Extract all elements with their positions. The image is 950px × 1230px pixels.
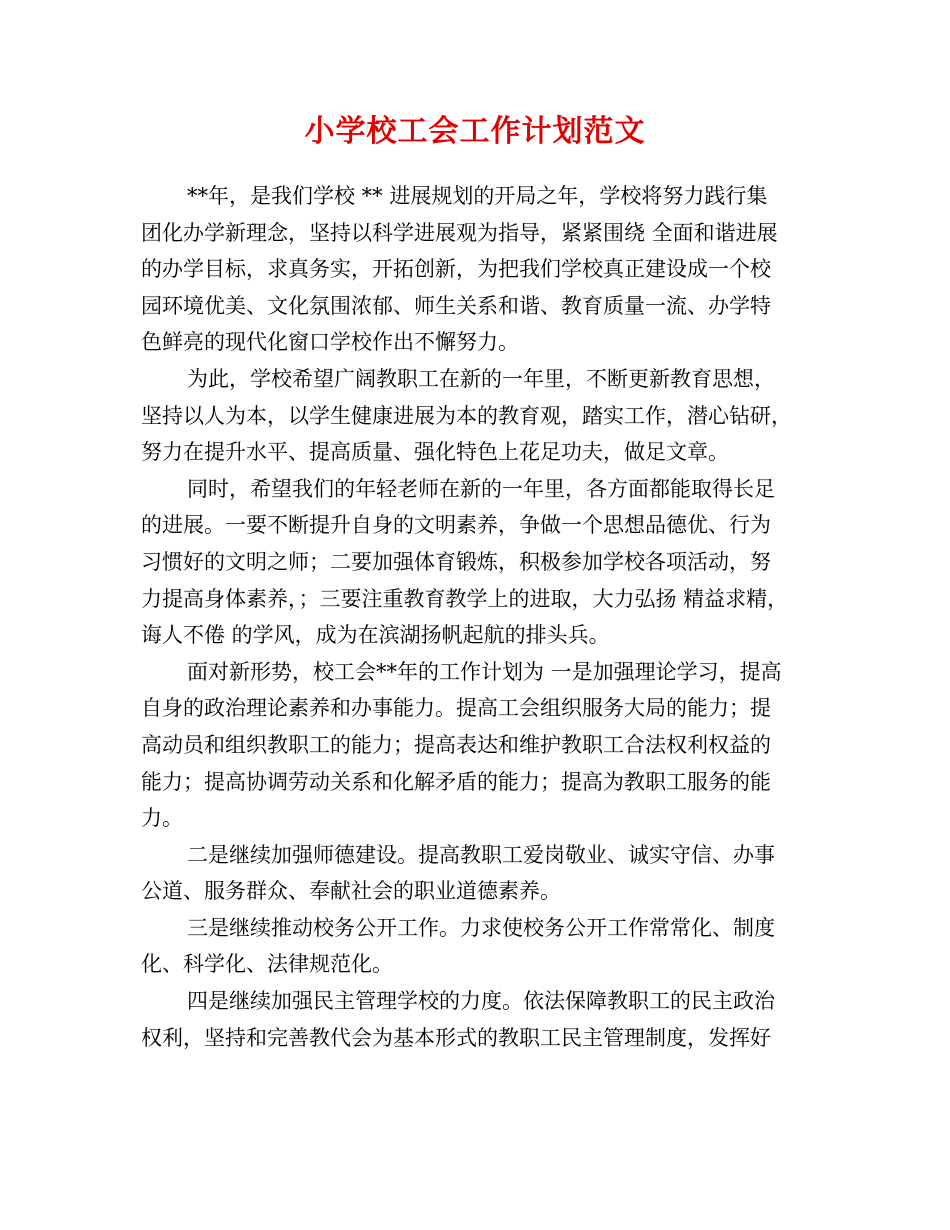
text-line: 二是继续加强师德建设。提高教职工爱岗敬业、诚实守信、办事 — [187, 842, 775, 867]
text-line: **年，是我们学校 ** 进展规划的开局之年，学校将努力践行集 — [187, 184, 768, 208]
text-line: 的办学目标，求真务实，开拓创新，为把我们学校真正建设成一个校 — [141, 257, 771, 282]
paragraph-6 — [141, 910, 811, 983]
text-line: 高动员和组织教职工的能力；提高表达和维护教职工合法权利权益的 — [141, 732, 771, 757]
paragraph-5 — [141, 837, 811, 910]
paragraph-2 — [141, 361, 811, 471]
text-line: 权利，坚持和完善教代会为基本形式的教职工民主管理制度，发挥好 — [141, 1025, 771, 1050]
document-title: 小学校工会工作计划范文 — [304, 114, 646, 149]
text-line: 为此，学校希望广阔教职工在新的一年里，不断更新教育思想， — [187, 366, 775, 391]
text-line: 习惯好的文明之师；二要加强体育锻炼，积极参加学校各项活动，努 — [141, 549, 771, 574]
text-line: 同时，希望我们的年轻老师在新的一年里，各方面都能取得长足 — [187, 476, 775, 501]
text-line: 团化办学新理念，坚持以科学进展观为指导，紧紧围绕 全面和谐进展 — [141, 220, 778, 245]
text-line: 能力；提高协调劳动关系和化解矛盾的能力；提高为教职工服务的能 — [141, 769, 771, 794]
text-line: 诲人不倦 的学风，成为在滨湖扬帆起航的排头兵。 — [141, 623, 610, 648]
text-line: 坚持以人为本，以学生健康进展为本的教育观，踏实工作，潜心钻研， — [141, 403, 792, 428]
text-line: 四是继续加强民主管理学校的力度。依法保障教职工的民主政治 — [187, 989, 775, 1014]
paragraph-3 — [141, 471, 811, 654]
text-line: 力提高身体素养，；三要注重教育教学上的进取，大力弘扬 精益求精， — [141, 586, 789, 611]
paragraph-4 — [141, 654, 811, 837]
paragraph-7 — [141, 983, 811, 1056]
text-line: 三是继续推动校务公开工作。力求使校务公开工作常常化、制度 — [187, 915, 775, 940]
text-line: 努力在提升水平、提高质量、强化特色上花足功夫，做足文章。 — [141, 440, 729, 465]
text-line: 的进展。一要不断提升自身的文明素养，争做一个思想品德优、行为 — [141, 513, 771, 538]
text-line: 自身的政治理论素养和办事能力。提高工会组织服务大局的能力；提 — [141, 696, 771, 721]
text-line: 园环境优美、文化氛围浓郁、师生关系和谐、教育质量一流、办学特 — [141, 293, 771, 318]
text-line: 色鲜亮的现代化窗口学校作出不懈努力。 — [141, 330, 519, 355]
text-line: 公道、服务群众、奉献社会的职业道德素养。 — [141, 879, 561, 904]
text-line: 化、科学化、法律规范化。 — [141, 952, 393, 977]
document-body — [141, 178, 811, 1056]
text-line: 力。 — [141, 806, 183, 831]
text-line: 面对新形势，校工会**年的工作计划为 一是加强理论学习，提高 — [187, 659, 782, 684]
paragraph-1 — [141, 178, 811, 361]
